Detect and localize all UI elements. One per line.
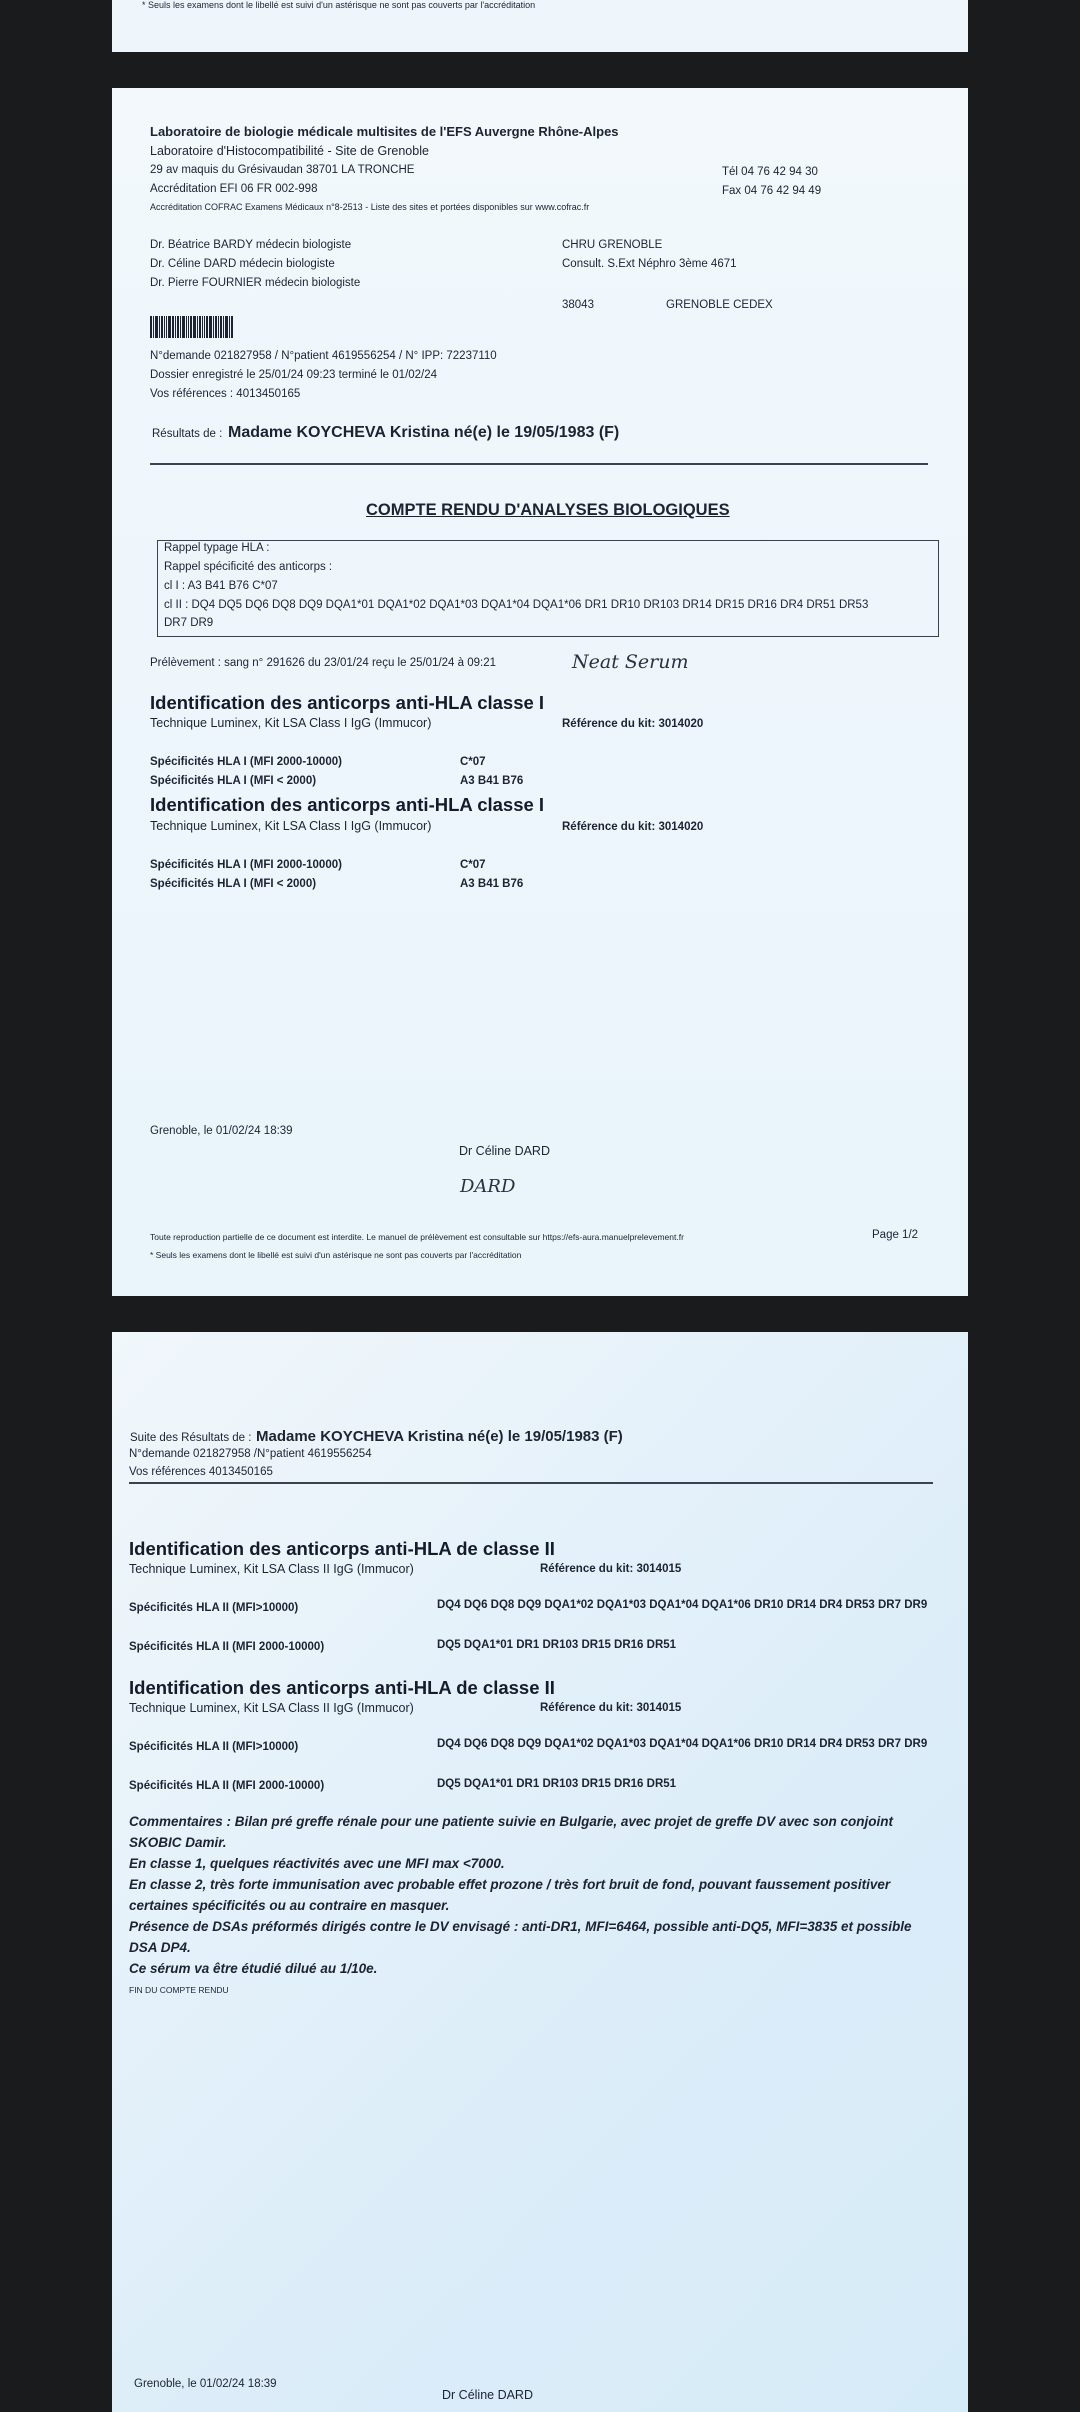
client-refs: Vos références 4013450165 bbox=[129, 1466, 273, 1478]
report-page-2 bbox=[112, 1332, 968, 2412]
section-technique: Technique Luminex, Kit LSA Class II IgG (Immucor) bbox=[129, 1562, 414, 1576]
section-title: Identification des anticorps anti-HLA classe I bbox=[150, 692, 545, 713]
recipient-postcode: 38043 bbox=[562, 299, 594, 311]
report-page-1 bbox=[112, 88, 968, 1296]
patient-identity: Madame KOYCHEVA Kristina né(e) le 19/05/1983 (F) bbox=[228, 424, 620, 441]
kit-reference: Référence du kit: 3014020 bbox=[562, 718, 704, 730]
barcode bbox=[150, 316, 233, 338]
accreditation: Accréditation EFI 06 FR 002-998 bbox=[150, 183, 318, 195]
handwritten-note: Neat Serum bbox=[572, 651, 689, 673]
signature-text: DARD bbox=[460, 1176, 516, 1197]
lab-tel: Tél 04 76 42 94 30 bbox=[722, 166, 818, 178]
footnote: * Seuls les examens dont le libellé est suivi d'un astérisque ne sont pas couverts par l'accréditation bbox=[142, 0, 536, 10]
section-title: Identification des anticorps anti-HLA de classe II bbox=[129, 1538, 555, 1559]
spec-value: DQ5 DQA1*01 DR1 DR103 DR15 DR16 DR51 bbox=[437, 1639, 677, 1651]
signer-name: Dr Céline DARD bbox=[442, 2388, 533, 2402]
header-divider bbox=[129, 1482, 933, 1484]
cofrac-line: Accréditation COFRAC Examens Médicaux n°8-2513 - Liste des sites et portées disponibles sur www.cofrac.fr bbox=[150, 202, 590, 212]
patient-identity: Madame KOYCHEVA Kristina né(e) le 19/05/1983 (F) bbox=[256, 1428, 623, 1445]
doctor-3: Dr. Pierre FOURNIER médecin biologiste bbox=[150, 277, 361, 289]
page-number: Page 1/2 bbox=[872, 1229, 919, 1241]
end-of-report: FIN DU COMPTE RENDU bbox=[129, 1985, 229, 1995]
kit-reference: Référence du kit: 3014015 bbox=[540, 1563, 682, 1575]
place-date: Grenoble, le 01/02/24 18:39 bbox=[134, 2378, 277, 2390]
report-title: COMPTE RENDU D'ANALYSES BIOLOGIQUES bbox=[366, 501, 730, 519]
spec-value: C*07 bbox=[460, 756, 486, 768]
spec-value: C*07 bbox=[460, 859, 486, 871]
spec-label: Spécificités HLA II (MFI 2000-10000) bbox=[129, 1780, 325, 1792]
spec-label: Spécificités HLA II (MFI>10000) bbox=[129, 1602, 299, 1614]
spec-value: A3 B41 B76 bbox=[460, 775, 524, 787]
request-ids: N°demande 021827958 / N°patient 4619556254 / N° IPP: 72237110 bbox=[150, 350, 497, 362]
spec-label: Spécificités HLA II (MFI 2000-10000) bbox=[129, 1641, 325, 1653]
antibody-line: Rappel spécificité des anticorps : bbox=[164, 561, 333, 573]
results-prefix: Suite des Résultats de : bbox=[130, 1432, 252, 1444]
comment-line: En classe 1, quelques réactivités avec une MFI max <7000. bbox=[129, 1856, 505, 1871]
request-ids: N°demande 021827958 /N°patient 4619556254 bbox=[129, 1448, 372, 1460]
section-title: Identification des anticorps anti-HLA classe I bbox=[150, 794, 545, 815]
signer-name: Dr Céline DARD bbox=[459, 1144, 550, 1158]
comment-line: Ce sérum va être étudié dilué au 1/10e. bbox=[129, 1961, 378, 1976]
lab-name: Laboratoire de biologie médicale multisites de l'EFS Auvergne Rhône-Alpes bbox=[150, 124, 619, 139]
class2-line: cl II : DQ4 DQ5 DQ6 DQ8 DQ9 DQA1*01 DQA1*02 DQA1*03 DQA1*04 DQA1*06 DR1 DR10 DR103 DR14 DR15 DR16 DR4 DR51 DR53 bbox=[164, 599, 869, 611]
spec-value: A3 B41 B76 bbox=[460, 878, 524, 890]
class2-line-cont: DR7 DR9 bbox=[164, 617, 214, 629]
footer-notice: Toute reproduction partielle de ce document est interdite. Le manuel de prélèvement est consultable sur https://efs-aura.manuelprelevement.fr bbox=[150, 1232, 684, 1242]
spec-label: Spécificités HLA II (MFI>10000) bbox=[129, 1741, 299, 1753]
comments-block bbox=[129, 1811, 939, 1979]
footnote: * Seuls les examens dont le libellé est suivi d'un astérisque ne sont pas couverts par l'accréditation bbox=[150, 1250, 522, 1260]
section-technique: Technique Luminex, Kit LSA Class II IgG (Immucor) bbox=[129, 1701, 414, 1715]
kit-reference: Référence du kit: 3014015 bbox=[540, 1702, 682, 1714]
class1-line: cl I : A3 B41 B76 C*07 bbox=[164, 580, 278, 592]
spec-value: DQ4 DQ6 DQ8 DQ9 DQA1*02 DQA1*03 DQA1*04 DQA1*06 DR10 DR14 DR4 DR53 DR7 DR9 bbox=[437, 1738, 928, 1750]
doctor-2: Dr. Céline DARD médecin biologiste bbox=[150, 258, 335, 270]
comment-line: En classe 2, très forte immunisation avec probable effet prozone / très fort bruit de fond, pouvant faussement positiver certaines spécificités ou au contraire en masquer. bbox=[129, 1877, 891, 1913]
page-fragment bbox=[112, 0, 968, 52]
typing-recall-box bbox=[157, 540, 939, 637]
recipient-service: Consult. S.Ext Néphro 3ème 4671 bbox=[562, 258, 737, 270]
spec-label: Spécificités HLA I (MFI 2000-10000) bbox=[150, 859, 342, 871]
dossier-line: Dossier enregistré le 25/01/24 09:23 terminé le 01/02/24 bbox=[150, 369, 438, 381]
place-date: Grenoble, le 01/02/24 18:39 bbox=[150, 1125, 293, 1137]
comment-line: Présence de DSAs préformés dirigés contre le DV envisagé : anti-DR1, MFI=6464, possible anti-DQ5, MFI=3835 et possible DSA DP4. bbox=[129, 1919, 912, 1955]
typing-line: Rappel typage HLA : bbox=[164, 542, 270, 554]
header-divider bbox=[150, 463, 928, 465]
kit-reference: Référence du kit: 3014020 bbox=[562, 821, 704, 833]
lab-subtitle: Laboratoire d'Histocompatibilité - Site de Grenoble bbox=[150, 144, 429, 158]
lab-address: 29 av maquis du Grésivaudan 38701 LA TRONCHE bbox=[150, 164, 415, 176]
spec-label: Spécificités HLA I (MFI < 2000) bbox=[150, 878, 317, 890]
client-refs: Vos références : 4013450165 bbox=[150, 388, 301, 400]
section-technique: Technique Luminex, Kit LSA Class I IgG (Immucor) bbox=[150, 716, 432, 730]
doctor-1: Dr. Béatrice BARDY médecin biologiste bbox=[150, 239, 352, 251]
spec-value: DQ4 DQ6 DQ8 DQ9 DQA1*02 DQA1*03 DQA1*04 DQA1*06 DR10 DR14 DR4 DR53 DR7 DR9 bbox=[437, 1599, 928, 1611]
spec-label: Spécificités HLA I (MFI 2000-10000) bbox=[150, 756, 342, 768]
results-prefix: Résultats de : bbox=[152, 428, 223, 440]
recipient-city: GRENOBLE CEDEX bbox=[666, 299, 773, 311]
spec-value: DQ5 DQA1*01 DR1 DR103 DR15 DR16 DR51 bbox=[437, 1778, 677, 1790]
sample-line: Prélèvement : sang n° 291626 du 23/01/24 reçu le 25/01/24 à 09:21 bbox=[150, 657, 497, 669]
comment-line: Commentaires : Bilan pré greffe rénale pour une patiente suivie en Bulgarie, avec projet de greffe DV avec son conjoint SKOBIC Damir. bbox=[129, 1814, 893, 1850]
section-title: Identification des anticorps anti-HLA de classe II bbox=[129, 1677, 555, 1698]
spec-label: Spécificités HLA I (MFI < 2000) bbox=[150, 775, 317, 787]
lab-fax: Fax 04 76 42 94 49 bbox=[722, 185, 822, 197]
signature bbox=[460, 1176, 515, 1197]
recipient-name: CHRU GRENOBLE bbox=[562, 239, 663, 251]
section-technique: Technique Luminex, Kit LSA Class I IgG (Immucor) bbox=[150, 819, 432, 833]
